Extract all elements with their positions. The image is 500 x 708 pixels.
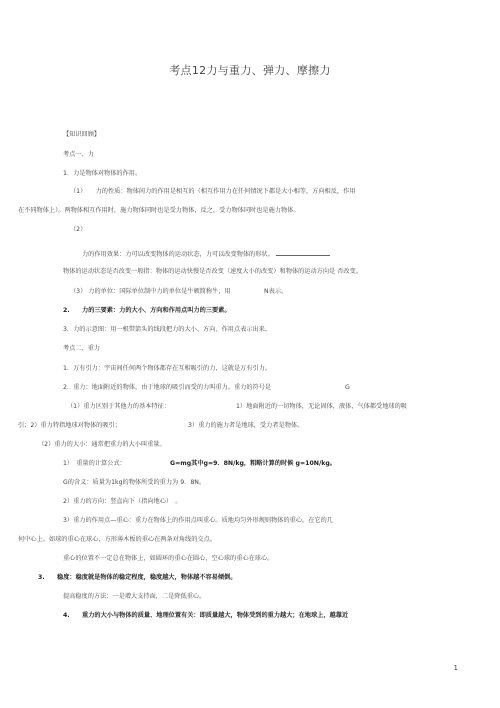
text-line: 何中心上。如球的重心在球心，方形薄木板的重心在两条对角线的交点。	[18, 536, 216, 543]
text-line: 3. 稳度：稳度就是物体的稳定程度，稳度越大，物体越不容易倾倒。	[38, 574, 237, 581]
formula-line: G=mg其中g=9．8N/kg，粗略计算的时候 g=10N/kg。	[170, 460, 336, 467]
text-line: 1．力是物体对物体的作用。	[63, 170, 142, 177]
text-line: 2）重力的方向：竖直向下（指向地心） 。	[63, 498, 182, 505]
text-line: 3．力的示意图：用一根带箭头的线段把力的大小、方向、作用点表示出来。	[63, 326, 272, 333]
text-line: 1） 重量的计算公式：	[63, 460, 126, 467]
text-line: 在不同物体上）。两物体相互作用时，施力物体同时也是受力物体，反之，受力物体同时也是施力物体。	[18, 207, 300, 214]
text-line: 2．重力：地面附近的物体，由于地球的吸引而受的力叫重力。重力的符号是	[63, 384, 272, 391]
text-line: N表示。	[264, 288, 288, 295]
heading-force: 考点一、力	[63, 151, 94, 158]
text-line: 3）重力的作用点—重心：重力在物体上的作用点叫重心。质地均匀外形规则物体的重心，在它的几	[63, 517, 333, 524]
text-line: （1） 力的性质：物体间力的作用是相互的（相互作用力在任何情况下都是大小相等，方向相反，作用	[70, 188, 356, 195]
text-line: G的含义：质量为1kg的物体所受的重力为 9．8N。	[63, 479, 206, 486]
answer-blank	[276, 249, 330, 256]
document-title: 考点12力与重力、弹力、摩擦力	[169, 64, 331, 77]
text-line: 2. 力的三要素：力的大小、方向和作用点叫力的三要素。	[63, 307, 231, 314]
text-line: G	[345, 384, 350, 391]
section-header: 【知识回顾】	[63, 131, 101, 138]
text-line: 重心的位置不一定总在物体上，如圆环的重心在圆心，空心球的重心在球心。	[63, 555, 274, 562]
text-line: 3）重力的施力者是地球，受力者是物体。	[188, 422, 304, 429]
text-line: 4. 重力的大小与物体的质量、地理位置有关：即质量越大，物体受到的重力越大；在地球上，越靠近	[63, 612, 349, 619]
heading-gravity: 考点二、重力	[63, 345, 101, 352]
text-line: 物体的运动状态是否改变一般指：物体的运动快慢是否改变（速度大小的改变）和物体的运动方向是 否改变。	[63, 268, 362, 275]
text-line: （1）重力区别于其他力的基本特征：	[67, 403, 170, 410]
text-line: 1．万有引力：宇宙间任何两个物体都存在互相吸引的力，这就是万有引力。	[63, 365, 272, 372]
text-line: （2）重力的大小：通常把重力的大小叫重量。	[38, 441, 166, 448]
text-line: 1）地面附近的一切物体，无论固体，液体，气体都受地球的吸	[236, 403, 407, 410]
text-line: 引；2）重力特指地球对物体的吸引；	[18, 422, 121, 429]
text-line: （2）	[70, 226, 87, 233]
text-line: 提高稳度的方法：一是增大支持面，二是降低重心。	[63, 593, 206, 600]
page-number: 1	[453, 664, 458, 672]
text-line: 力的作用效果：力可以改变物体的运动状态，力可以改变物体的形状。	[82, 249, 330, 259]
text-line: （3） 力的单位：国际单位制中力的单位是牛顿简称牛，用	[70, 288, 231, 295]
